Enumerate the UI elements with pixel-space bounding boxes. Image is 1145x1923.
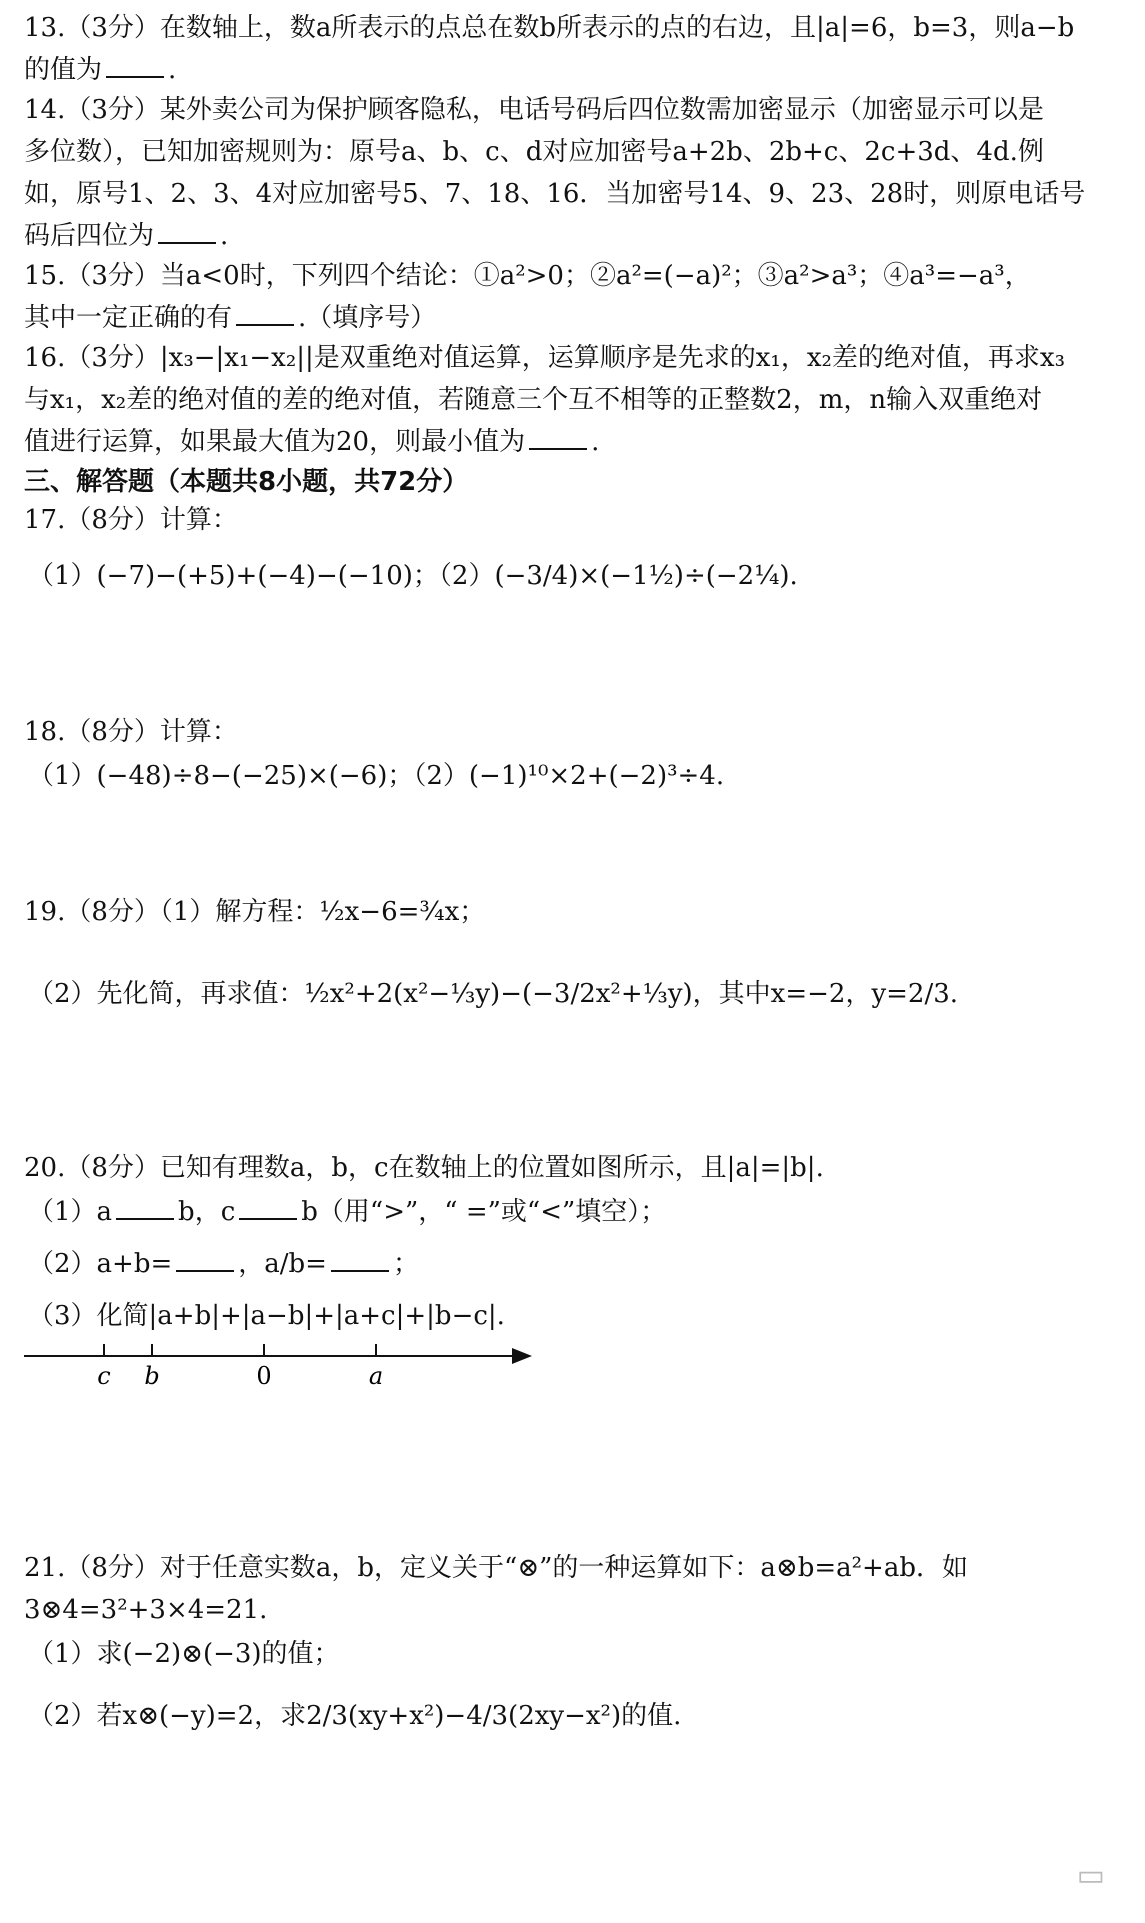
q18-parts: （1）(−48)÷8−(−25)×(−6)；（2）(−1)¹⁰×2+(−2)³÷4. — [28, 761, 725, 791]
q14-line3: 如，原号1、2、3、4对应加密号5、7、18、16．当加密号14、9、23、28时，则原电话号 — [24, 179, 1086, 209]
number-line — [24, 1328, 534, 1390]
q15-text-b: .（填序号） — [298, 303, 437, 333]
q20-p2-text-b: ，a/b= — [238, 1249, 327, 1279]
q20-title: 20.（8分）已知有理数a，b，c在数轴上的位置如图所示，且|a|=|b|. — [24, 1153, 824, 1183]
q21-line1: 21.（8分）对于任意实数a，b，定义关于“⊗”的一种运算如下：a⊗b=a²+ab．如 — [24, 1553, 968, 1583]
q20-p1-text-c: b（用“>”，“ =”或“<”填空）； — [301, 1197, 667, 1227]
label-c: c — [97, 1362, 111, 1390]
q21-part1: （1）求(−2)⊗(−3)的值； — [28, 1639, 340, 1669]
q16-answer-blank[interactable] — [529, 426, 587, 450]
q16-line1: 16.（3分）|x₃−|x₁−x₂||是双重绝对值运算，运算顺序是先求的x₁，x₂差的绝对值，再求x₃ — [24, 343, 1066, 373]
q20-blank-1[interactable] — [116, 1196, 174, 1220]
label-0: 0 — [256, 1362, 272, 1390]
q14-line1: 14.（3分）某外卖公司为保护顾客隐私，电话号码后四位数需加密显示（加密显示可以是 — [24, 95, 1044, 125]
q15-answer-blank[interactable] — [236, 302, 294, 326]
q19-part2: （2）先化简，再求值：½x²+2(x²−⅓y)−(−3/2x²+⅓y)，其中x=−2，y=2/3. — [28, 979, 959, 1009]
q13-answer-blank[interactable] — [106, 54, 164, 78]
label-b: b — [144, 1362, 160, 1390]
q14-text-b: . — [220, 221, 229, 251]
q20-p2-text-a: （2）a+b= — [28, 1249, 173, 1279]
q13-text-a: 的值为 — [24, 55, 103, 85]
section-3-heading: 三、解答题（本题共8小题，共72分） — [24, 467, 469, 497]
q14-answer-blank[interactable] — [158, 220, 216, 244]
q15-line1: 15.（3分）当a<0时，下列四个结论：①a²>0；②a²=(−a)²；③a²>a³；④a³=−a³， — [24, 261, 1031, 291]
q20-blank-2[interactable] — [239, 1196, 297, 1220]
q20-p1-text-a: （1）a — [28, 1197, 113, 1227]
q16-line2: 与x₁，x₂差的绝对值的差的绝对值，若随意三个互不相等的正整数2，m，n输入双重绝对 — [24, 385, 1043, 415]
q15-line2 — [24, 302, 436, 334]
q16-text-b: . — [591, 427, 600, 457]
q13-text-b: . — [168, 55, 177, 85]
q20-blank-4[interactable] — [331, 1248, 389, 1272]
q14-line2: 多位数），已知加密规则为：原号a、b、c、d对应加密号a+2b、2b+c、2c+3d、4d.例 — [24, 137, 1044, 167]
q20-part2 — [28, 1248, 419, 1280]
q13-line1: 13.（3分）在数轴上，数a所表示的点总在数b所表示的点的右边，且|a|=6，b=3，则a−b — [24, 13, 1075, 43]
q16-text-a: 值进行运算，如果最大值为20，则最小值为 — [24, 427, 526, 457]
q21-line2: 3⊗4=3²+3×4=21. — [24, 1595, 268, 1625]
q20-part1 — [28, 1196, 666, 1228]
q17-parts: （1）(−7)−(+5)+(−4)−(−10)；（2）(−3/4)×(−1½)÷(−2¼). — [28, 561, 798, 591]
q17-title: 17.（8分）计算： — [24, 505, 238, 535]
q20-part3: （3）化简|a+b|+|a−b|+|a+c|+|b−c|. — [28, 1301, 505, 1331]
number-line-arrow-icon — [512, 1348, 532, 1364]
corner-watermark-icon: ▭ — [1076, 1858, 1105, 1893]
q20-p2-text-c: ； — [392, 1249, 419, 1279]
q20-p1-text-b: b，c — [178, 1197, 236, 1227]
q14-text-a: 码后四位为 — [24, 221, 155, 251]
q15-text-a: 其中一定正确的有 — [24, 303, 233, 333]
q16-line3 — [24, 426, 599, 458]
q19-part1: 19.（8分）（1）解方程：½x−6=¾x； — [24, 897, 486, 927]
q21-part2: （2）若x⊗(−y)=2，求2/3(xy+x²)−4/3(2xy−x²)的值. — [28, 1701, 682, 1731]
q20-blank-3[interactable] — [176, 1248, 234, 1272]
q13-line2 — [24, 54, 176, 86]
q18-title: 18.（8分）计算： — [24, 717, 238, 747]
label-a: a — [368, 1362, 384, 1390]
q14-line4 — [24, 220, 228, 252]
